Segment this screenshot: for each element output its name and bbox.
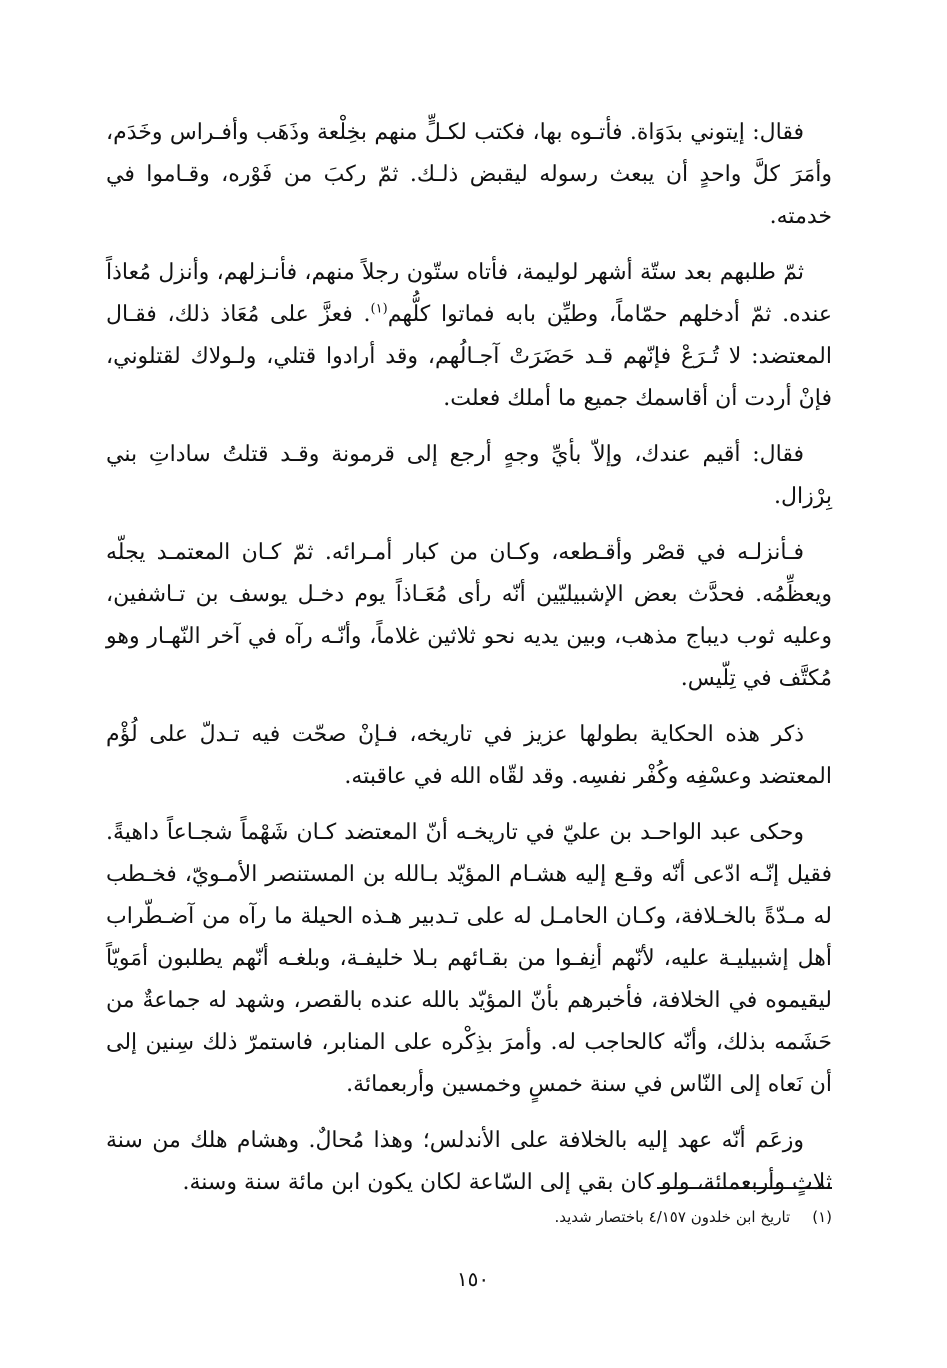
paragraph-7: وزعَم أنّه عهد إليه بالخلافة على الأندلس؛ وهذا مُحالٌ. وهشام هلك من سنة ثلاثٍ وأربعمائة، ولو كان بقي إلى السّاعة لكان يكون ابن مائة سنة وسنة. (106, 1128, 832, 1195)
paragraph-2-text: ثمّ طلبهم بعد ستّة أشهر لوليمة، فأتاه ستّون رجلاً منهم، فأنـزلهم، وأنزل مُعاذاً عنده. ثمّ أدخلهم حمّاماً، وطيِّن بابه فماتوا كلُّهم (106, 260, 833, 327)
paragraph-2 (106, 252, 832, 420)
paragraph-3: فقال: أقيم عندك، وإلاّ بأيِّ وجهٍ أرجع إلى قرمونة وقـد قتلتُ ساداتِ بني بِرْزال. (106, 442, 832, 509)
footnote-divider (657, 1187, 832, 1189)
footnote (300, 1205, 832, 1229)
footnote-reference[interactable]: (١) (370, 301, 388, 317)
paragraph-4: فـأنزلـه في قصْر وأقـطعه، وكـان من كبار أمـرائه. ثمّ كـان المعتمـد يجلّه ويعظِّمُه. فحدَّث بعض الإشبيليّين أنّه رأى مُعَـاذاً يوم دخـل يوسف بن تـاشفين، وعليه ثوب ديباج مذهب، وبين يديه نحو ثلاثين غلاماً، وأنّـه رآه في آخر النّهـار وهو مُكتَّف في تِلّيس. (106, 540, 832, 691)
footnote-text: تاريخ ابن خلدون ٤/١٥٧ باختصار شديد. (554, 1208, 791, 1226)
paragraph-1: فقال: إيتوني بدَوَاة. فأتـوه بها، فكتب لكـلٍّ منهم بخِلْعة وذَهَب وأفـراس وخَدَم، وأمَرَ كلَّ واحدٍ أن يبعث رسوله ليقبض ذلـك. ثمّ ركبَ من فَوْره، وقـاموا في خدمته. (106, 120, 832, 229)
paragraph-2-text-continued: . فعزَّ على مُعَاذ ذلك، فقـال المعتضد: لا تُـرَعْ فإنّهم قـد حَضَرَتْ آجـالُهم، وقد أرادوا قتلي، ولـولاك لقتلوني، فإنْ أردت أن أقاسمك جميع ما أملك فعلت. (106, 302, 832, 411)
main-text (106, 112, 832, 1204)
paragraph-5: ذكر هذه الحكاية بطولها عزيز في تاريخه، فـإنْ صحّت فيه تـدلّ على لُؤْم المعتضد وعسْفِه وكُفْر نفسِه. وقد لقّاه الله في عاقبته. (106, 722, 832, 789)
paragraph-6: وحكى عبد الواحـد بن عليّ في تاريخـه أنّ المعتضد كـان شَهْماً شجـاعاً داهيةً. فقيل إنّـه ادّعى أنّه وقـع إليه هشـام المؤيّد بـالله بن المستنصر الأمـويّ، فخـطب له مـدّةً بالخـلافة، وكـان الحامـل له على تـدبير هـذه الحيلة ما رآه من آضـطّراب أهل إشبيليـة عليه، لأنّهم أنِفـوا من بقـائهم بـلا خليفـة، وبلغـه أنّهم يطلبون أمَويّاً ليقيموه في الخلافة، فأخبرهم بأنّ المؤيّد بالله عنده بالقصر، وشهد له جماعةٌ من حَشَمه بذلك، وأنّه كالحاجب له. وأمرَ بذِكْره على المنابر، فاستمرّ ذلك سِنين إلى أن نَعاه إلى النّاس في سنة خمسٍ وخمسين وأربعمائة. (106, 820, 832, 1097)
footnote-number: (١) (812, 1208, 832, 1226)
page-number: ١٥٠ (456, 1267, 490, 1291)
